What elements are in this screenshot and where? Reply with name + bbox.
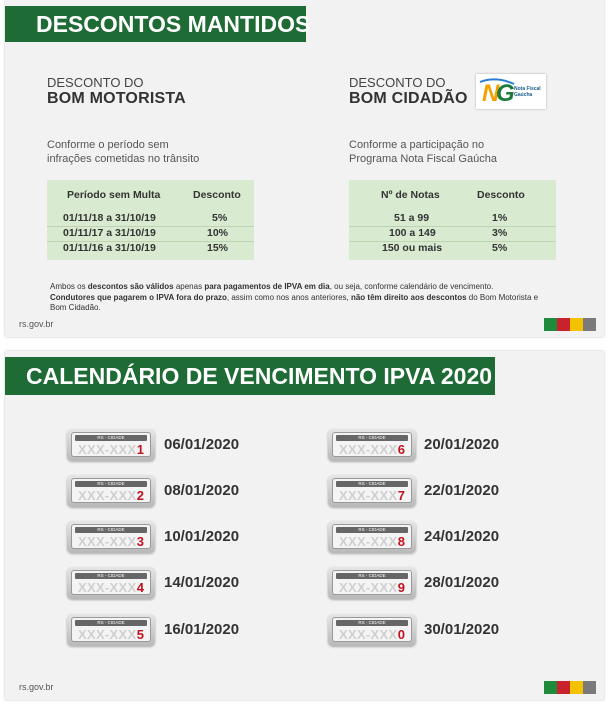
- table-cell: 100 a 149: [389, 227, 436, 239]
- good-driver-section: [47, 75, 287, 254]
- license-plate: [67, 567, 155, 599]
- plate-final-digit: 9: [397, 580, 405, 595]
- table-header: Período sem Multa: [67, 189, 161, 201]
- due-date: 20/01/2020: [424, 436, 500, 453]
- table-row: [349, 212, 556, 227]
- plate-face: [71, 570, 151, 595]
- plate-final-digit: 2: [136, 488, 144, 503]
- table-cell: 5%: [492, 242, 508, 254]
- good-driver-desc-line1: Conforme o período sem: [47, 139, 169, 151]
- flag-green: [544, 318, 557, 331]
- footer-url: rs.gov.br: [19, 682, 54, 692]
- good-driver-table: [47, 180, 254, 260]
- plate-face: [332, 432, 412, 457]
- discounts-slide: [5, 0, 604, 337]
- plate-header: [336, 573, 408, 579]
- table-cell: 3%: [492, 227, 508, 239]
- plate-mask: XXX-XXX: [339, 442, 398, 457]
- plate-header: [75, 435, 147, 441]
- notice-bold: não têm direito aos descontos: [350, 292, 467, 302]
- plate-mask: XXX-XXX: [339, 580, 398, 595]
- plate-header-text: RS - CIDADE: [358, 573, 386, 578]
- svg-text:N: N: [482, 80, 500, 107]
- plate-header: [75, 527, 147, 533]
- flag-gray: [583, 318, 596, 331]
- plate-header: [75, 481, 147, 487]
- table-row: [47, 227, 254, 242]
- table-cell: 5%: [212, 212, 228, 224]
- plate-face: [332, 570, 412, 595]
- flag-red: [557, 318, 570, 331]
- license-plate: [328, 567, 416, 599]
- discount-notice: [50, 282, 540, 314]
- due-date: 14/01/2020: [164, 574, 240, 591]
- flag-gray: [583, 681, 596, 694]
- notice-bold: Condutores que pagarem o IPVA fora do prazo: [50, 292, 227, 302]
- plate-face: [332, 478, 412, 503]
- plate-final-digit: 3: [136, 534, 144, 549]
- plate-mask: XXX-XXX: [78, 534, 137, 549]
- plate-final-digit: 4: [136, 580, 144, 595]
- plate-header: [336, 435, 408, 441]
- license-plate: [67, 614, 155, 646]
- plate-face: [71, 617, 151, 642]
- plate-header: [75, 573, 147, 579]
- due-date: 22/01/2020: [424, 482, 500, 499]
- table-row: [47, 242, 254, 256]
- plate-mask: XXX-XXX: [78, 442, 137, 457]
- table-cell: 01/11/18 a 31/10/19: [63, 212, 156, 224]
- plate-header-text: RS - CIDADE: [358, 481, 386, 486]
- table-cell: 10%: [207, 227, 229, 239]
- good-driver-desc-line2: infrações cometidas no trânsito: [47, 153, 200, 165]
- flag-red: [557, 681, 570, 694]
- table-row: [349, 242, 556, 256]
- plate-mask: XXX-XXX: [339, 627, 398, 642]
- license-plate: [328, 614, 416, 646]
- plate-header-text: RS - CIDADE: [358, 435, 386, 440]
- plate-header: [75, 620, 147, 626]
- license-plate: [328, 521, 416, 553]
- notice-bold: para pagamentos de IPVA em dia: [204, 282, 330, 291]
- plate-header-text: RS - CIDADE: [97, 481, 125, 486]
- flag-yellow: [570, 318, 583, 331]
- plate-final-digit: 0: [397, 627, 405, 642]
- table-header: Desconto: [477, 189, 525, 201]
- table-cell: 1%: [492, 212, 508, 224]
- notice-text: apenas: [173, 282, 205, 291]
- plate-final-digit: 5: [136, 627, 144, 642]
- plate-header-text: RS - CIDADE: [358, 620, 386, 625]
- license-plate: [328, 429, 416, 461]
- plate-final-digit: 6: [397, 442, 405, 457]
- due-date: 30/01/2020: [424, 621, 500, 638]
- plate-header-text: RS - CIDADE: [97, 435, 125, 440]
- plate-mask: XXX-XXX: [78, 627, 137, 642]
- good-citizen-table: [349, 180, 556, 260]
- table-row: [47, 212, 254, 227]
- table-header: Desconto: [193, 189, 241, 201]
- plate-header-text: RS - CIDADE: [97, 573, 125, 578]
- plate-mask: XXX-XXX: [339, 488, 398, 503]
- plate-header: [336, 620, 408, 626]
- table-header: Nº de Notas: [381, 189, 440, 201]
- plate-final-digit: 7: [397, 488, 405, 503]
- plate-header-text: RS - CIDADE: [97, 527, 125, 532]
- due-date: 08/01/2020: [164, 482, 240, 499]
- plate-header-text: RS - CIDADE: [358, 527, 386, 532]
- plate-face: [332, 617, 412, 642]
- svg-text:G: G: [496, 80, 515, 107]
- discounts-banner: DESCONTOS MANTIDOS: [5, 6, 306, 42]
- notice-text: , assim como nos anos anteriores,: [226, 292, 351, 302]
- plate-mask: XXX-XXX: [78, 488, 137, 503]
- notice-text: , ou seja, conforme calendário de vencimento.: [329, 282, 494, 291]
- plate-mask: XXX-XXX: [78, 580, 137, 595]
- good-citizen-title-small: DESCONTO DO: [349, 75, 446, 90]
- due-date: 06/01/2020: [164, 436, 240, 453]
- plate-face: [71, 432, 151, 457]
- table-cell: 150 ou mais: [382, 242, 443, 254]
- rs-flag-stripe: [544, 681, 596, 694]
- table-cell: 15%: [207, 242, 229, 254]
- good-citizen-description: [349, 138, 569, 166]
- nfg-logo-text: Nota Fiscal Gaúcha: [514, 86, 541, 98]
- good-citizen-section: [349, 75, 589, 254]
- due-date: 10/01/2020: [164, 528, 240, 545]
- nota-fiscal-gaucha-logo: [476, 74, 546, 109]
- license-plate: [67, 521, 155, 553]
- notice-bold: descontos são válidos: [87, 282, 174, 291]
- license-plate: [67, 429, 155, 461]
- flag-yellow: [570, 681, 583, 694]
- plate-header-text: RS - CIDADE: [97, 620, 125, 625]
- calendar-slide: [5, 351, 604, 700]
- flag-green: [544, 681, 557, 694]
- license-plate: [67, 475, 155, 507]
- due-date: 28/01/2020: [424, 574, 500, 591]
- plate-face: [332, 524, 412, 549]
- good-citizen-desc-line1: Conforme a participação no: [349, 139, 485, 151]
- due-date: 24/01/2020: [424, 528, 500, 545]
- plate-header: [336, 527, 408, 533]
- good-driver-title: BOM MOTORISTA: [47, 90, 186, 107]
- table-cell: 01/11/16 a 31/10/19: [63, 242, 156, 254]
- good-driver-title-small: DESCONTO DO: [47, 75, 144, 90]
- due-date: 16/01/2020: [164, 621, 240, 638]
- rs-flag-stripe: [544, 318, 596, 331]
- plate-final-digit: 1: [136, 442, 144, 457]
- table-row: [349, 227, 556, 242]
- calendar-banner: CALENDÁRIO DE VENCIMENTO IPVA 2020: [5, 357, 495, 395]
- plate-header: [336, 481, 408, 487]
- plate-face: [71, 524, 151, 549]
- table-cell: 51 a 99: [394, 212, 430, 224]
- license-plate: [328, 475, 416, 507]
- notice-text: Ambos os: [50, 282, 88, 291]
- table-cell: 01/11/17 a 31/10/19: [63, 227, 156, 239]
- good-citizen-desc-line2: Programa Nota Fiscal Gaúcha: [349, 153, 497, 165]
- notice-text: do Bom Motorista e Bom Cidadão.: [50, 292, 539, 312]
- footer-url: rs.gov.br: [19, 319, 54, 329]
- good-driver-description: [47, 138, 267, 166]
- plate-mask: XXX-XXX: [339, 534, 398, 549]
- good-citizen-title: BOM CIDADÃO: [349, 90, 468, 107]
- plate-face: [71, 478, 151, 503]
- plate-final-digit: 8: [397, 534, 405, 549]
